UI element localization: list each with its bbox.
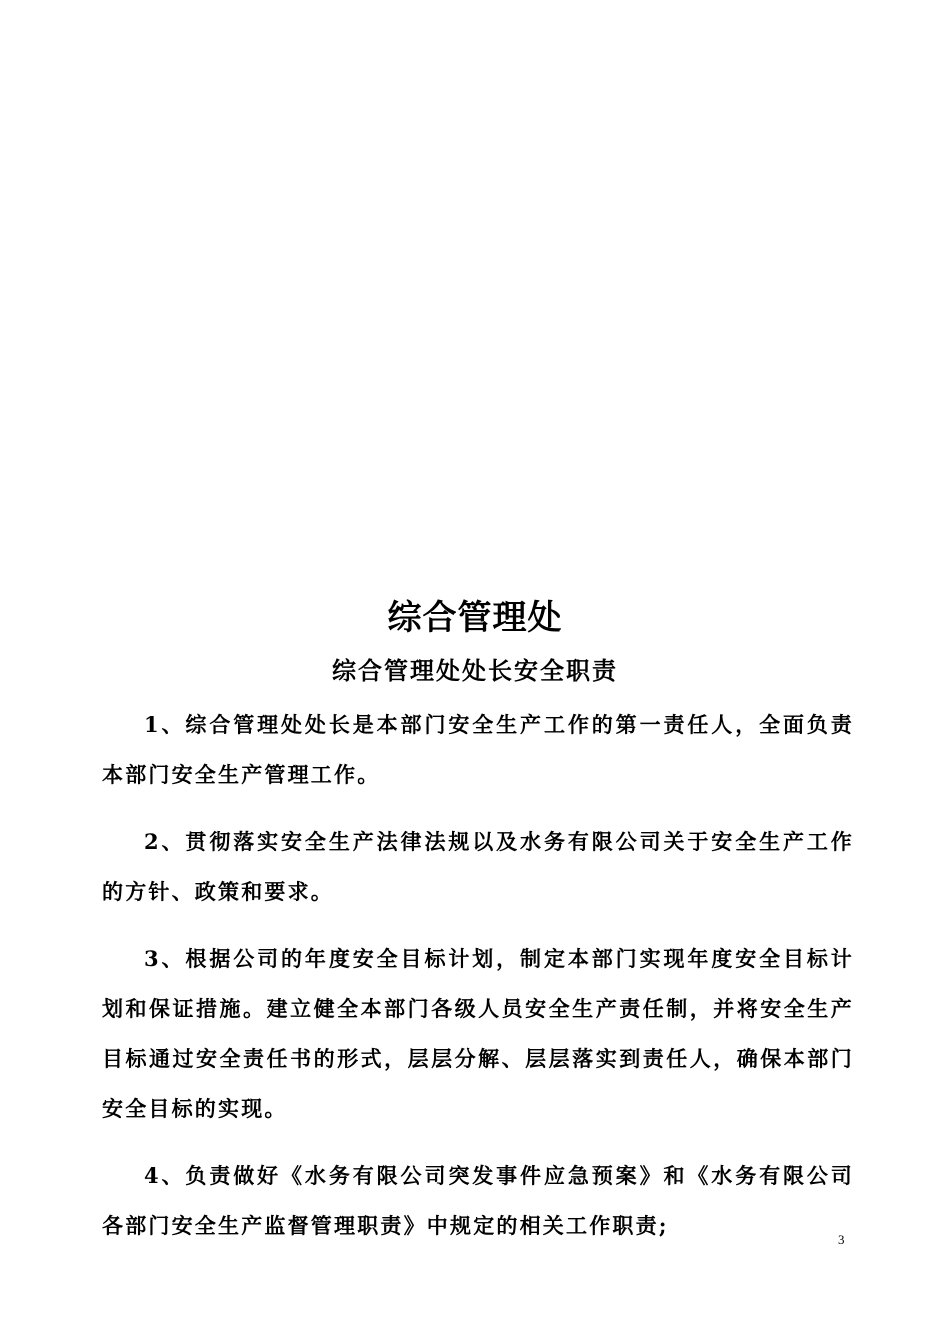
paragraph-4: 4、负责做好《水务有限公司突发事件应急预案》和《水务有限公司各部门安全生产监督管理职责》中规定的相关工作职责; xyxy=(102,1163,854,1238)
paragraph-3: 3、根据公司的年度安全目标计划，制定本部门实现年度安全目标计划和保证措施。建立健全本部门各级人员安全生产责任制，并将安全生产目标通过安全责任书的形式，层层分解、层层落实到责任人，确保本部门安全目标的实现。 xyxy=(102,946,854,1121)
paragraph-2: 2、贯彻落实安全生产法律法规以及水务有限公司关于安全生产工作的方针、政策和要求。 xyxy=(102,829,854,904)
section-subtitle: 综合管理处处长安全职责 xyxy=(332,656,618,685)
page-number: 3 xyxy=(838,1232,845,1247)
paragraph-1: 1、综合管理处处长是本部门安全生产工作的第一责任人，全面负责本部门安全生产管理工作。 xyxy=(102,712,854,787)
body-text xyxy=(102,700,854,1268)
page-title: 综合管理处 xyxy=(387,598,563,638)
